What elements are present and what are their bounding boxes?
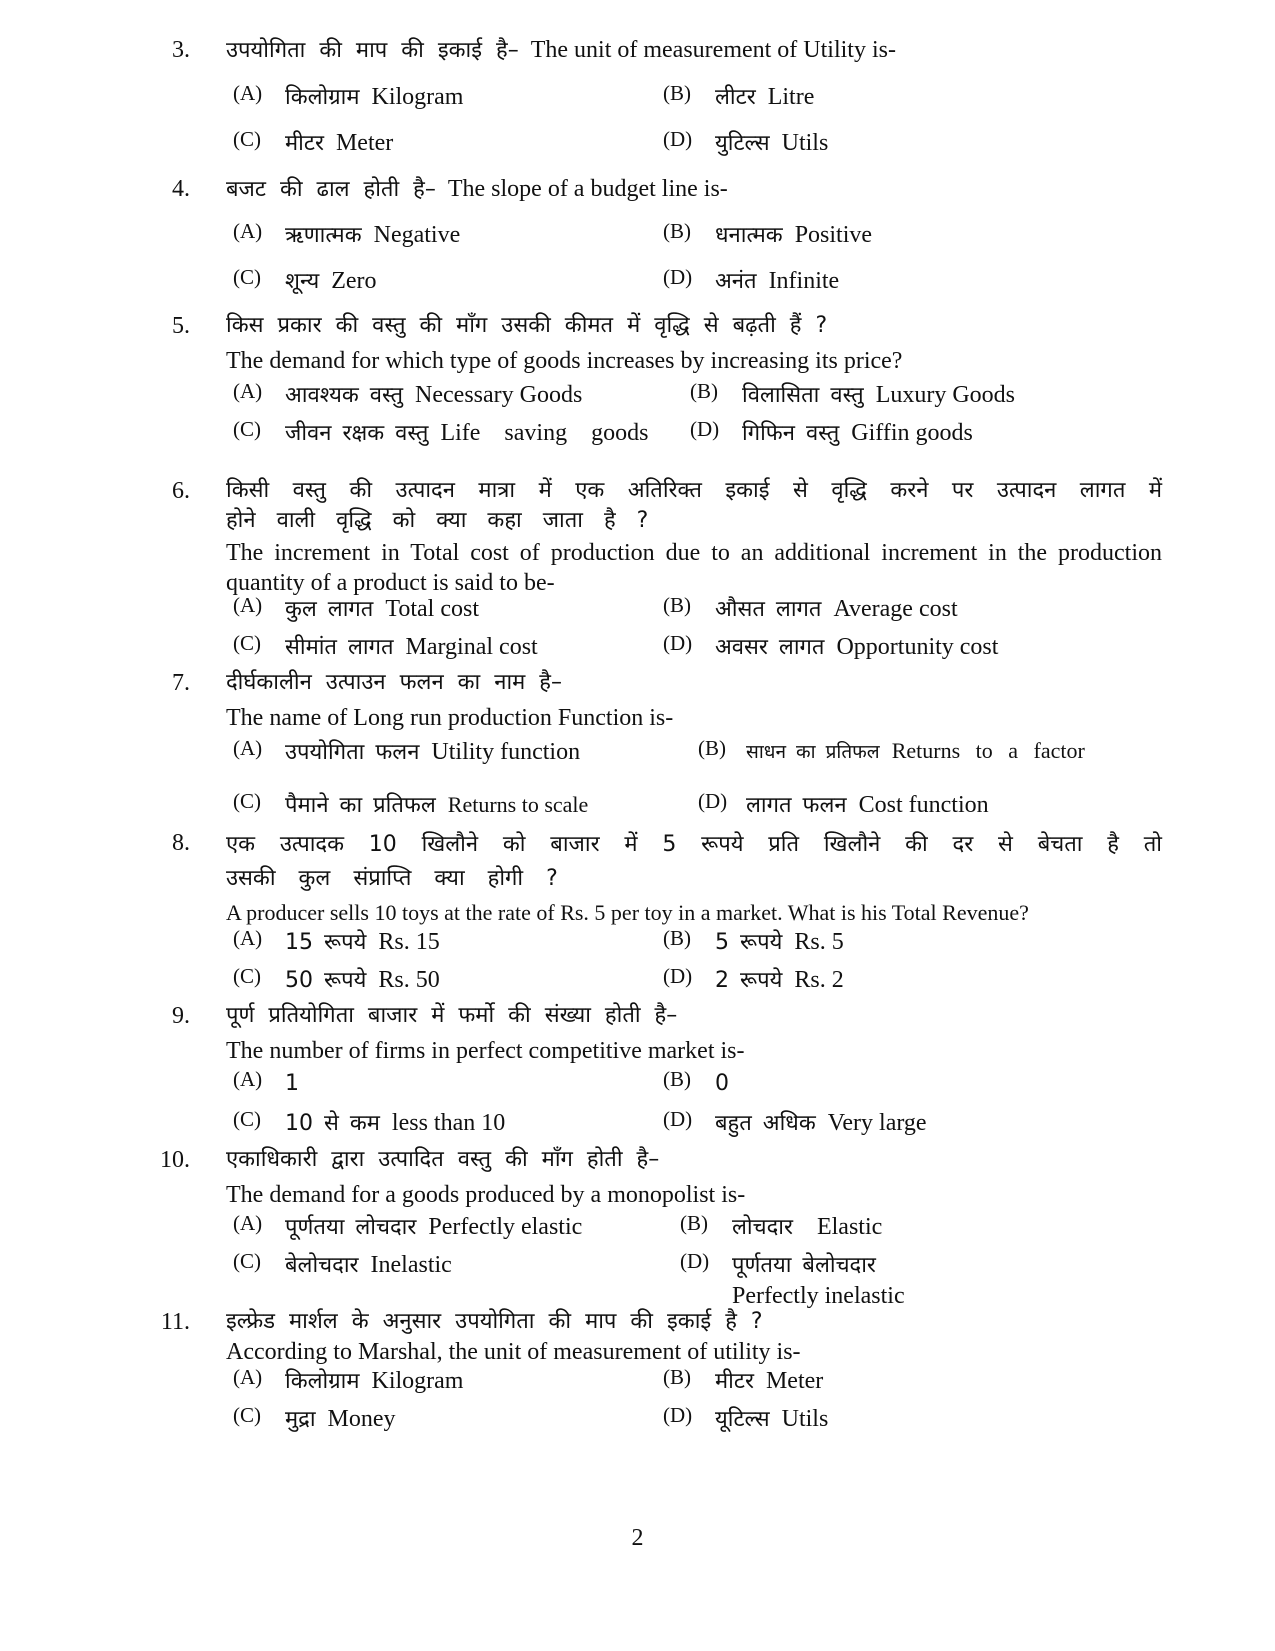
option-english: Average cost: [833, 596, 958, 622]
option-label: (D): [663, 964, 693, 988]
stem-hindi: इल्फ्रेड मार्शल के अनुसार उपयोगिता की माप की इकाई है ?: [226, 1309, 763, 1334]
option-hindi: 2 रूपये: [715, 968, 783, 993]
option-english: Rs. 50: [378, 967, 440, 993]
option-label: (C): [233, 1249, 261, 1273]
question-number: 9.: [172, 1003, 190, 1029]
option-hindi: पूर्णतया लोचदार: [285, 1215, 417, 1240]
option-english: Rs. 15: [378, 929, 440, 955]
option-hindi: सीमांत लागत: [285, 635, 394, 660]
option-hindi: बेलोचदार: [285, 1253, 359, 1278]
option-english: Positive: [794, 222, 873, 248]
option-label: (C): [233, 417, 261, 441]
question-number: 8.: [172, 830, 190, 856]
stem-hindi: एक उत्पादक 10 खिलौने को बाजार में 5 रूपये प्रति खिलौने की दर से बेचता है तो उसकी कुल संप्राप्ति क्या होगी ?: [226, 832, 1162, 891]
option-label: (C): [233, 127, 261, 151]
option-label: (A): [233, 1365, 263, 1389]
option-hindi: लोचदार: [732, 1215, 793, 1240]
option-label: (D): [663, 127, 693, 151]
option-hindi: गिफिन वस्तु: [742, 421, 840, 446]
option-english: Utility function: [431, 739, 581, 765]
option-label: (C): [233, 1107, 261, 1131]
stem-english: The number of firms in perfect competitive market is-: [226, 1038, 745, 1064]
stem-hindi: किस प्रकार की वस्तु की माँग उसकी कीमत में वृद्धि से बढ़ती हैं ?: [226, 313, 828, 338]
option-hindi: 1: [285, 1071, 299, 1096]
option-label: (A): [233, 81, 263, 105]
option-english: Very large: [827, 1110, 927, 1136]
option-hindi: मीटर: [285, 131, 324, 156]
option-hindi: साधन का प्रतिफल: [746, 741, 880, 763]
option-hindi: 10 से कम: [285, 1111, 380, 1136]
option-english: less than 10: [391, 1110, 506, 1136]
option-hindi: बहुत अधिक: [715, 1111, 816, 1136]
option-hindi: 0: [715, 1071, 729, 1096]
question-stem: [226, 174, 1162, 205]
option-english: Perfectly elastic: [428, 1214, 583, 1240]
option-english: Kilogram: [371, 1368, 464, 1394]
option-hindi: 50 रूपये: [285, 968, 367, 993]
question-stem: [226, 668, 1162, 733]
option-label: (A): [233, 219, 263, 243]
option-hindi: किलोग्राम: [285, 1369, 360, 1394]
stem-hindi: उपयोगिता की माप की इकाई है–: [226, 38, 519, 63]
option-label: (C): [233, 265, 261, 289]
option-english: Opportunity cost: [836, 634, 999, 660]
option-english: Zero: [331, 268, 377, 294]
option-hindi: औसत लागत: [715, 597, 822, 622]
question-stem: [226, 311, 1162, 376]
option-hindi: धनात्मक: [715, 223, 783, 248]
option-label: (B): [663, 1365, 691, 1389]
option-label: (A): [233, 736, 263, 760]
question-number: 6.: [172, 478, 190, 504]
question-stem: [226, 1001, 1162, 1066]
option-label: (C): [233, 631, 261, 655]
stem-hindi: किसी वस्तु की उत्पादन मात्रा में एक अतिरिक्त इकाई से वृद्धि करने पर उत्पादन लागत में होने वाली वृद्धि को क्या कहा जाता है ?: [226, 478, 1162, 533]
option-hindi: मीटर: [715, 1369, 754, 1394]
question-number: 11.: [160, 1309, 190, 1335]
option-english: Utils: [781, 130, 829, 156]
option-label: (B): [663, 81, 691, 105]
option-label: (A): [233, 1067, 263, 1091]
stem-english: The demand for which type of goods increases by increasing its price?: [226, 348, 903, 374]
option-label: (A): [233, 379, 263, 403]
stem-hindi: पूर्ण प्रतियोगिता बाजार में फर्मो की संख्या होती है–: [226, 1003, 678, 1028]
option-english: Returns to scale: [447, 792, 589, 817]
stem-english: The demand for a goods produced by a monopolist is-: [226, 1182, 746, 1208]
option-label: (B): [663, 926, 691, 950]
option-label: (A): [233, 1211, 263, 1235]
option-label: (B): [663, 1067, 691, 1091]
question-stem: [226, 828, 1162, 928]
option-hindi: लीटर: [715, 85, 756, 110]
stem-english: According to Marshal, the unit of measurement of utility is-: [226, 1339, 801, 1365]
option-label: (C): [233, 789, 261, 813]
option-label: (D): [663, 631, 693, 655]
stem-english: The increment in Total cost of production due to an additional increment in the production quantity of a product is said to be-: [226, 540, 1162, 596]
option-english: Kilogram: [371, 84, 464, 110]
option-english: Luxury Goods: [875, 382, 1016, 408]
question-stem: [226, 476, 1162, 598]
option-english: Marginal cost: [405, 634, 538, 660]
option-label: (D): [690, 417, 720, 441]
option-english: Meter: [335, 130, 394, 156]
stem-english: The unit of measurement of Utility is-: [530, 37, 896, 63]
question-stem: [226, 35, 1162, 66]
option-hindi: 15 रूपये: [285, 930, 367, 955]
option-hindi: ऋणात्मक: [285, 223, 362, 248]
option-label: (D): [663, 1107, 693, 1131]
option-label: (D): [680, 1249, 710, 1273]
option-english: Giffin goods: [851, 420, 973, 446]
option-english: Utils: [781, 1406, 829, 1432]
option-hindi: मुद्रा: [285, 1407, 316, 1432]
question-stem: [226, 1307, 1162, 1367]
question-number: 10.: [160, 1147, 190, 1173]
option-label: (B): [690, 379, 718, 403]
question-number: 4.: [172, 176, 190, 202]
question-number: 7.: [172, 670, 190, 696]
option-hindi: शून्य: [285, 269, 320, 294]
option-hindi: पैमाने का प्रतिफल: [285, 793, 436, 818]
option-label: (B): [698, 736, 726, 760]
option-hindi: अवसर लागत: [715, 635, 825, 660]
stem-hindi: दीर्घकालीन उत्पाउन फलन का नाम है–: [226, 670, 562, 695]
option-english: Inelastic: [370, 1252, 452, 1278]
option-english: Life saving goods: [440, 420, 649, 446]
option-english: Rs. 5: [794, 929, 844, 955]
option-label: (D): [663, 1403, 693, 1427]
option-english: Cost function: [858, 792, 989, 818]
option-hindi: कुल लागत: [285, 597, 374, 622]
option-label: (B): [680, 1211, 708, 1235]
option-hindi: उपयोगिता फलन: [285, 740, 420, 765]
question-number: 5.: [172, 313, 190, 339]
question-stem: [226, 1145, 1162, 1210]
option-hindi: आवश्यक वस्तु: [285, 383, 404, 408]
stem-hindi: एकाधिकारी द्वारा उत्पादित वस्तु की माँग होती है–: [226, 1147, 660, 1172]
stem-english: A producer sells 10 toys at the rate of Rs. 5 per toy in a market. What is his Total Revenue?: [226, 900, 1029, 925]
stem-hindi: बजट की ढाल होती है–: [226, 177, 436, 202]
stem-english: The slope of a budget line is-: [447, 176, 728, 202]
question-number: 3.: [172, 37, 190, 63]
option-label: (A): [233, 926, 263, 950]
option-english: Negative: [373, 222, 461, 248]
option-english: Necessary Goods: [415, 382, 583, 408]
option-hindi: लागत फलन: [746, 793, 847, 818]
option-hindi: पूर्णतया बेलोचदार: [732, 1253, 876, 1278]
option-label: (A): [233, 593, 263, 617]
option-hindi: 5 रूपये: [715, 930, 783, 955]
option-label: (B): [663, 593, 691, 617]
page-number: 2: [631, 1525, 644, 1551]
option-english: Perfectly inelastic: [732, 1283, 905, 1309]
option-english: Infinite: [768, 268, 840, 294]
option-english: Returns to a factor: [891, 738, 1085, 763]
option-label: (C): [233, 1403, 261, 1427]
option-hindi: किलोग्राम: [285, 85, 360, 110]
option-english: Litre: [767, 84, 815, 110]
option-hindi: यूटिल्स: [715, 1407, 770, 1432]
option-label: (B): [663, 219, 691, 243]
option-label: (C): [233, 964, 261, 988]
option-label: (D): [698, 789, 728, 813]
option-english: Money: [327, 1406, 396, 1432]
option-hindi: विलासिता वस्तु: [742, 383, 864, 408]
option-english: Rs. 2: [794, 967, 844, 993]
stem-english: The name of Long run production Function is-: [226, 705, 674, 731]
option-hindi: अनंत: [715, 269, 757, 294]
option-hindi: युटिल्स: [715, 131, 770, 156]
option-english: Meter: [765, 1368, 824, 1394]
option-label: (D): [663, 265, 693, 289]
option-hindi: जीवन रक्षक वस्तु: [285, 421, 429, 446]
option-english: Total cost: [385, 596, 479, 622]
option-english: Elastic: [816, 1214, 883, 1240]
